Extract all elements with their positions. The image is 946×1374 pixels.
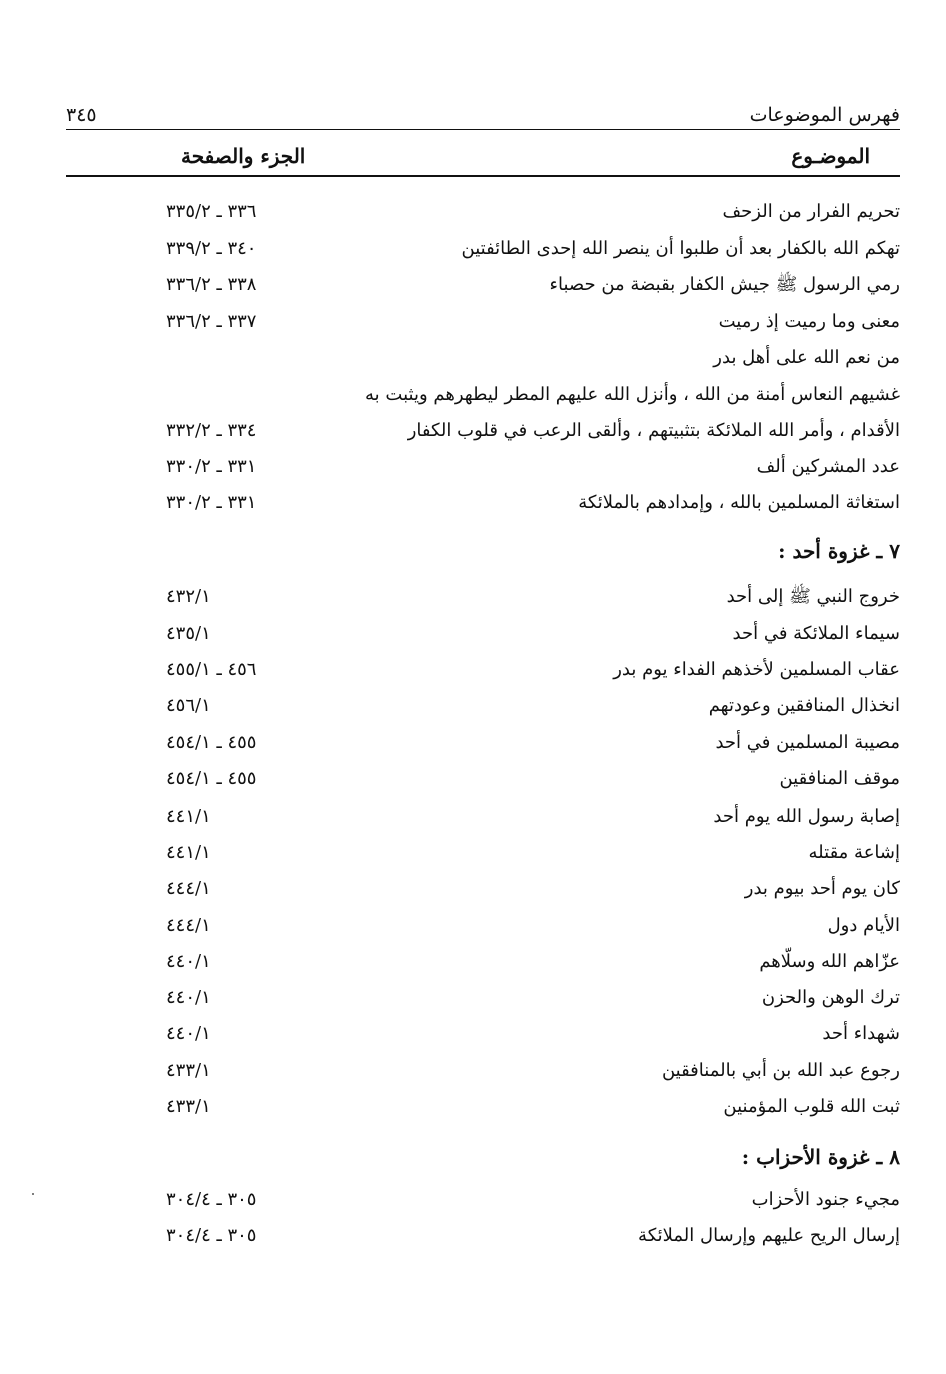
index-entry <box>66 653 900 687</box>
running-head <box>66 100 900 130</box>
entry-topic: انخذال المنافقين وعودتهم <box>708 695 900 716</box>
entry-topic: من نعم الله على أهل بدر <box>713 347 900 368</box>
entry-topic: تهكم الله بالكفار بعد أن طلبوا أن ينصر الله إحدى الطائفتين <box>461 238 900 259</box>
scan-speck <box>32 1193 34 1195</box>
entry-volume-page: ٤٥٦ ـ ٤٥٥/١ <box>166 659 257 680</box>
entry-volume-page: ٤٤٠/١ <box>166 1023 211 1044</box>
entry-topic: خروج النبي ﷺ إلى أحد <box>726 586 900 607</box>
index-entry <box>66 836 900 870</box>
entry-topic: ثبت الله قلوب المؤمنين <box>723 1096 900 1117</box>
section-heading <box>66 534 900 568</box>
entry-volume-page: ٣٣٨ ـ ٣٣٦/٢ <box>166 274 257 295</box>
index-entry <box>66 580 900 614</box>
index-entry <box>66 1054 900 1088</box>
entry-volume-page: ٣٣٦ ـ ٣٣٥/٢ <box>166 201 257 222</box>
entry-volume-page: ٣٠٥ ـ ٣٠٤/٤ <box>166 1189 257 1210</box>
entry-topic: إصابة رسول الله يوم أحد <box>713 806 900 827</box>
entry-topic: شهداء أحد <box>822 1023 900 1044</box>
entry-topic: عزّاهم الله وسلّاهم <box>759 951 900 972</box>
index-entry <box>66 195 900 229</box>
entry-volume-page: ٤٣٣/١ <box>166 1060 211 1081</box>
entry-volume-page: ٣٣٤ ـ ٣٣٢/٢ <box>166 420 257 441</box>
column-headers <box>66 140 900 172</box>
index-entry <box>66 800 900 834</box>
index-entry <box>66 981 900 1015</box>
entry-volume-page: ٤٤١/١ <box>166 806 211 827</box>
index-entry <box>66 762 900 796</box>
index-entry <box>66 689 900 723</box>
index-entry <box>66 909 900 943</box>
index-entry <box>66 450 900 484</box>
index-entry <box>66 945 900 979</box>
entry-volume-page: ٣٣٧ ـ ٣٣٦/٢ <box>166 311 257 332</box>
index-entry <box>66 378 900 412</box>
entry-volume-page: ٤٤٠/١ <box>166 951 211 972</box>
entry-topic: تحريم الفرار من الزحف <box>722 201 900 222</box>
index-entry <box>66 268 900 302</box>
section-heading <box>66 1140 900 1174</box>
page-number: ٣٤٥ <box>66 104 97 126</box>
entry-topic: سيماء الملائكة في أحد <box>732 623 900 644</box>
index-entry <box>66 341 900 375</box>
entry-volume-page: ٣٣١ ـ ٣٣٠/٢ <box>166 456 257 477</box>
entry-topic: غشيهم النعاس أمنة من الله ، وأنزل الله عليهم المطر ليطهرهم ويثبت به <box>365 384 900 405</box>
column-header-rule <box>66 175 900 177</box>
index-entry <box>66 414 900 448</box>
entry-topic: موقف المنافقين <box>779 768 900 789</box>
entry-topic: استغاثة المسلمين بالله ، وإمدادهم بالملائكة <box>578 492 900 513</box>
entry-topic: معنى وما رميت إذ رميت <box>718 311 900 332</box>
entry-volume-page: ٣٣١ ـ ٣٣٠/٢ <box>166 492 257 513</box>
entry-topic: ترك الوهن والحزن <box>761 987 900 1008</box>
index-entry <box>66 726 900 760</box>
entry-volume-page: ٤٤٠/١ <box>166 987 211 1008</box>
entry-topic: إرسال الريح عليهم وإرسال الملائكة <box>638 1225 900 1246</box>
index-entry <box>66 617 900 651</box>
entry-topic: كان يوم أحد بيوم بدر <box>744 878 900 899</box>
entry-topic: رمي الرسول ﷺ جيش الكفار بقبضة من حصباء <box>549 274 900 295</box>
volume-page-column-header: الجزء والصفحة <box>181 144 306 168</box>
section-heading-text: ٧ ـ غزوة أحد : <box>778 539 900 563</box>
entry-volume-page: ٤٤٤/١ <box>166 878 211 899</box>
index-entry <box>66 1090 900 1124</box>
index-entry <box>66 872 900 906</box>
entry-volume-page: ٤٣٣/١ <box>166 1096 211 1117</box>
entry-topic: رجوع عبد الله بن أبي بالمنافقين <box>661 1060 900 1081</box>
entry-volume-page: ٤٥٥ ـ ٤٥٤/١ <box>166 732 257 753</box>
section-heading-text: ٨ ـ غزوة الأحزاب : <box>741 1145 900 1169</box>
entry-volume-page: ٤٤٤/١ <box>166 915 211 936</box>
entry-topic: مصيبة المسلمين في أحد <box>715 732 900 753</box>
index-entry <box>66 1183 900 1217</box>
entry-topic: مجيء جنود الأحزاب <box>751 1189 900 1210</box>
entry-topic: إشاعة مقتله <box>808 842 900 863</box>
index-entry <box>66 232 900 266</box>
entry-volume-page: ٤٤١/١ <box>166 842 211 863</box>
entry-volume-page: ٤٥٦/١ <box>166 695 211 716</box>
entry-volume-page: ٤٣٥/١ <box>166 623 211 644</box>
entry-topic: عقاب المسلمين لأخذهم الفداء يوم بدر <box>613 659 900 680</box>
entry-topic: عدد المشركين ألف <box>756 456 900 477</box>
index-entry <box>66 1017 900 1051</box>
entry-volume-page: ٤٥٥ ـ ٤٥٤/١ <box>166 768 257 789</box>
running-head-title: فهرس الموضوعات <box>749 104 900 126</box>
entry-volume-page: ٣٠٥ ـ ٣٠٤/٤ <box>166 1225 257 1246</box>
entry-volume-page: ٣٤٠ ـ ٣٣٩/٢ <box>166 238 257 259</box>
entry-topic: الأيام دول <box>827 915 900 936</box>
index-entry <box>66 1219 900 1253</box>
subject-column-header: الموضـوع <box>791 144 870 168</box>
entry-topic: الأقدام ، وأمر الله الملائكة بتثبيتهم ، وألقى الرعب في قلوب الكفار <box>407 420 900 441</box>
index-entry <box>66 305 900 339</box>
entry-volume-page: ٤٣٢/١ <box>166 586 211 607</box>
header-rule <box>66 129 900 130</box>
index-entry <box>66 486 900 520</box>
